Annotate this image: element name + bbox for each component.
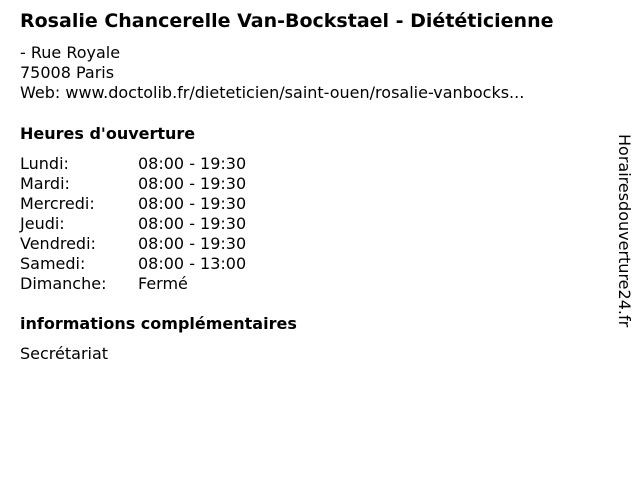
day-label: Dimanche: [20,274,107,293]
day-label: Mercredi: [20,194,95,213]
info-heading: informations complémentaires [20,314,297,333]
watermark-text: Horairesdouverture24.fr [615,134,634,328]
time-value: 08:00 - 19:30 [138,194,247,213]
watermark-container [612,134,636,346]
hours-row-saturday [20,254,246,274]
hours-row-monday [20,154,246,174]
time-value: 08:00 - 19:30 [138,214,247,233]
time-value: 08:00 - 19:30 [138,174,247,193]
day-label: Mardi: [20,174,70,193]
day-label: Lundi: [20,154,69,173]
day-label: Jeudi: [20,214,65,233]
time-value: 08:00 - 19:30 [138,234,247,253]
info-text: Secrétariat [20,344,109,363]
hours-row-sunday [20,274,188,294]
hours-heading: Heures d'ouverture [20,124,196,143]
address-city: 75008 Paris [20,63,115,82]
address-street: - Rue Royale [20,43,121,62]
time-value: 08:00 - 19:30 [138,154,247,173]
time-value: 08:00 - 13:00 [138,254,247,273]
hours-row-thursday [20,214,246,234]
day-label: Samedi: [20,254,86,273]
day-label: Vendredi: [20,234,96,253]
hours-row-tuesday [20,174,246,194]
website-link[interactable]: Web: www.doctolib.fr/dieteticien/saint-ouen/rosalie-vanbocks... [20,83,525,102]
business-title: Rosalie Chancerelle Van-Bockstael - Diététicienne [20,10,554,32]
hours-row-wednesday [20,194,246,214]
hours-row-friday [20,234,246,254]
time-value: Fermé [138,274,188,293]
